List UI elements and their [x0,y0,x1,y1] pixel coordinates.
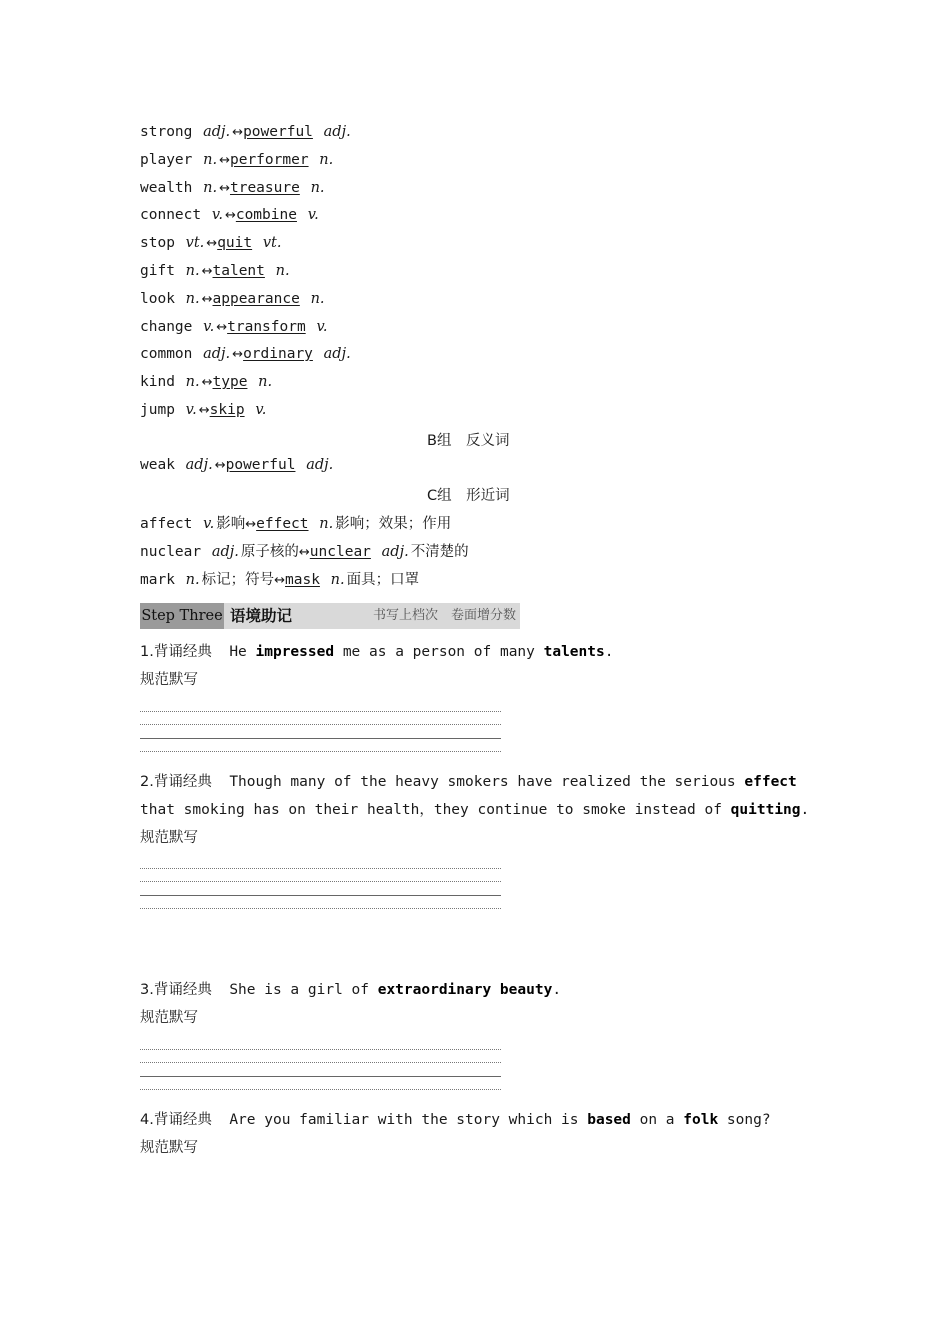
answer: performer [229,152,309,168]
section-slogan: 书写上档次 卷面增分数 [372,608,516,623]
item-number: 2.背诵经典 [140,774,212,790]
step-banner [140,603,520,629]
synonym-row: common adj. ↔ordinary adj. [140,346,351,362]
answer: appearance [212,291,300,307]
answer: talent [212,263,265,279]
item-number: 4.背诵经典 [140,1112,212,1128]
double-arrow-icon: ↔ [232,347,244,362]
double-arrow-icon: ↔ [201,375,213,390]
double-arrow-icon: ↔ [245,517,257,532]
synonym-row: gift n. ↔talent n. [140,263,290,279]
practice-label: 规范默写 [140,1140,198,1156]
answer: transform [227,319,306,335]
practice-label: 规范默写 [140,1010,198,1026]
exercise-item: 1.背诵经典 He impressed me as a person of many talents. 规范默写 [140,644,614,688]
double-arrow-icon: ↔ [216,320,228,335]
double-arrow-icon: ↔ [201,264,213,279]
answer: ordinary [243,346,313,362]
double-arrow-icon: ↔ [219,153,230,168]
section-title: 语境助记 [230,607,293,625]
double-arrow-icon: ↔ [214,458,226,473]
item-number: 1.背诵经典 [140,644,212,660]
double-arrow-icon: ↔ [198,403,210,418]
double-arrow-icon: ↔ [224,208,236,223]
synonym-row: player n. ↔performer n. [140,152,334,168]
synonym-row: kind n. ↔type n. [140,374,273,390]
double-arrow-icon: ↔ [232,125,244,140]
practice-label: 规范默写 [140,672,198,688]
group-b-heading: B组 反义词 [427,433,510,449]
synonym-row: stop vt. ↔quit vt. [140,235,282,251]
answer: combine [235,207,297,223]
exercise-item: 2.背诵经典 Though many of the heavy smokers have realized the serious effect that smoking has on their health，they continue to smoke instead of quitting. 规范默写 [140,774,810,846]
writing-lines[interactable] [140,868,501,910]
synonym-row: look n. ↔appearance n. [140,291,325,307]
item-number: 3.背诵经典 [140,982,212,998]
similar-word-row: affect v. 影响↔effect n. 影响；效果；作用 [140,516,452,532]
answer: powerful [225,457,296,473]
answer: type [212,374,248,390]
answer: unclear [309,544,371,560]
answer: quit [217,235,253,251]
exercise-item: 3.背诵经典 She is a girl of extraordinary beauty. 规范默写 [140,982,562,1026]
double-arrow-icon: ↔ [219,181,230,196]
answer: powerful [243,124,313,140]
double-arrow-icon: ↔ [206,236,218,251]
synonym-row: change v. ↔transform v. [140,319,328,335]
similar-word-row: nuclear adj. 原子核的↔unclear adj. 不清楚的 [140,544,469,560]
double-arrow-icon: ↔ [298,545,310,560]
step-label: Step Three [140,603,224,629]
double-arrow-icon: ↔ [274,573,286,588]
double-arrow-icon: ↔ [201,292,213,307]
writing-lines[interactable] [140,1049,501,1091]
exercise-item: 4.背诵经典 Are you familiar with the story which is based on a folk song? 规范默写 [140,1112,771,1156]
group-c-heading: C组 形近词 [427,488,510,504]
synonym-row: wealth n. ↔treasure n. [140,180,325,196]
antonym-row: weak adj. ↔powerful adj. [140,457,334,473]
answer: treasure [229,180,300,196]
synonym-row: connect v. ↔combine v. [140,207,319,223]
answer: effect [256,516,309,532]
synonym-row: jump v. ↔skip v. [140,402,267,418]
writing-lines[interactable] [140,711,501,753]
answer: skip [209,402,245,418]
similar-word-row: mark n. 标记；符号↔mask n. 面具；口罩 [140,572,420,588]
answer: mask [285,572,320,588]
synonym-row: strong adj. ↔powerful adj. [140,124,351,140]
practice-label: 规范默写 [140,830,198,846]
